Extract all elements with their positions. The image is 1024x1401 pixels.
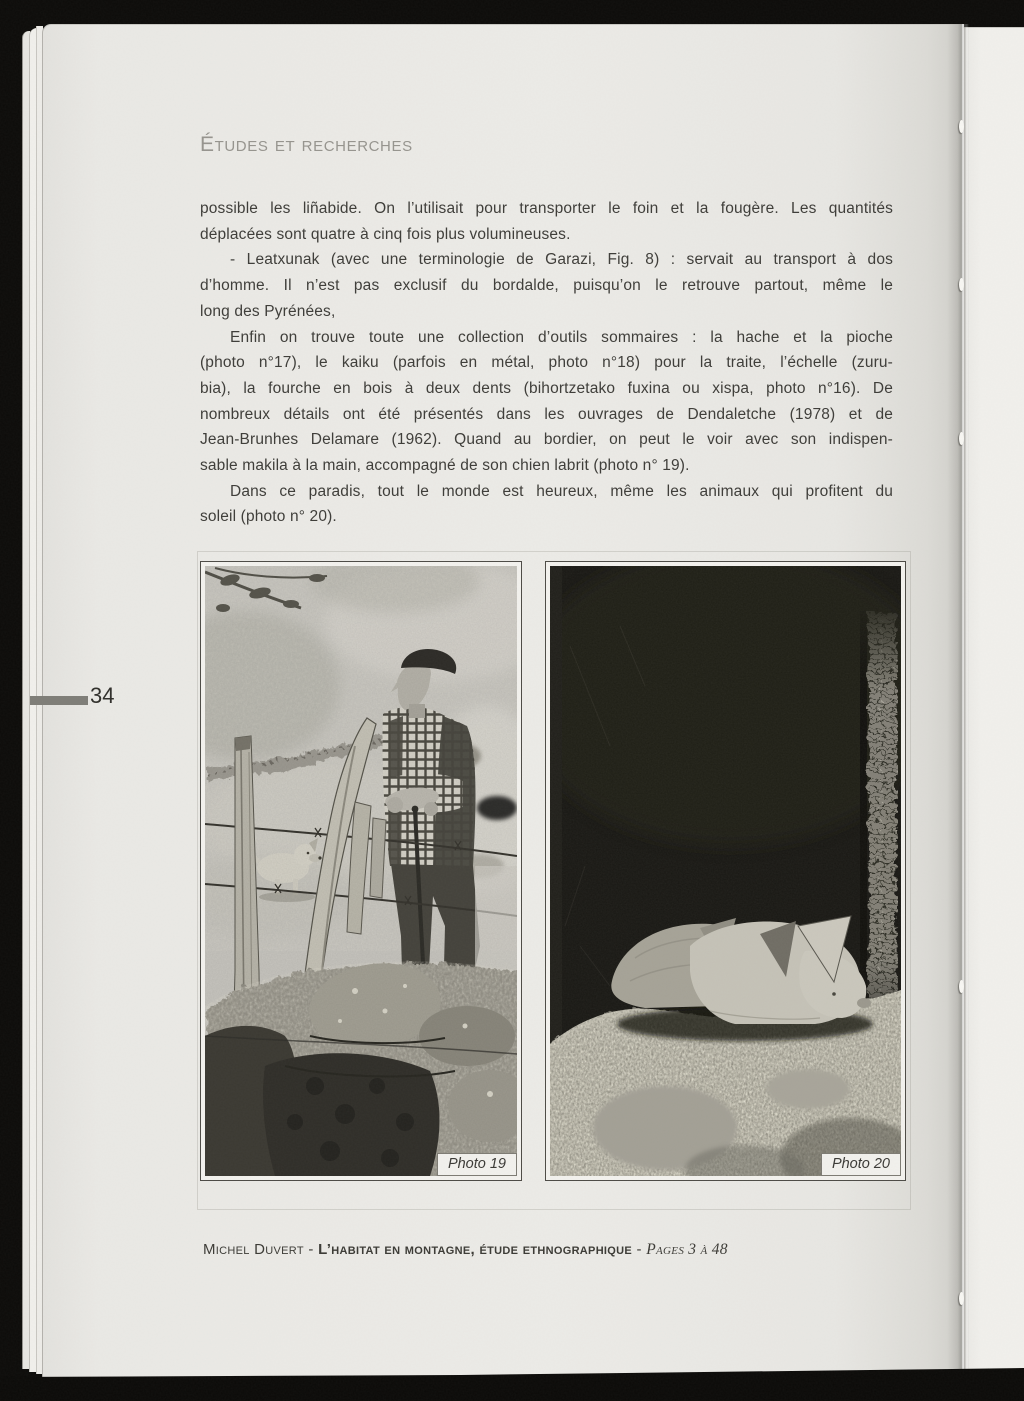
body-line: - Leatxunak (avec une terminologie de Garazi, Fig. 8) : servait au transport à dos <box>230 251 893 269</box>
photo-20 <box>545 561 906 1181</box>
body-line: long des Pyrénées, <box>200 302 336 320</box>
footer-separator: - <box>632 1241 647 1258</box>
footer-separator: - <box>303 1241 319 1258</box>
photo-19-caption: Photo 19 <box>437 1153 517 1176</box>
page-number: 34 <box>90 683 115 708</box>
running-header: Études et recherches <box>200 133 413 156</box>
binding-stitch <box>959 432 964 445</box>
body-line: Dans ce paradis, tout le monde est heureux, même les animaux qui profitent du <box>230 482 893 500</box>
binding-stitch <box>959 278 964 291</box>
body-text <box>200 196 893 530</box>
body-line: d’homme. Il n’est pas exclusif du bordalde, puisqu’on le retrouve partout, même le <box>200 277 893 295</box>
body-line: (photo n°17), le kaiku (parfois en métal, photo n°18) pour la traite, l’échelle (zuru- <box>200 354 893 372</box>
footer-author: Michel Duvert <box>203 1241 304 1258</box>
body-line: possible les liñabide. On l’utilisait pour transporter le foin et la fougère. Les quantités <box>200 200 893 217</box>
body-line: bia), la fourche en bois à deux dents (bihortzetako fuxina ou xispa, photo n°16). De <box>200 379 893 397</box>
body-line: sable makila à la main, accompagné de son chien labrit (photo n° 19). <box>200 457 690 475</box>
page-footer <box>203 1241 896 1259</box>
facing-page-edge <box>963 27 1024 1369</box>
binding-stitch <box>959 980 964 993</box>
photo-19-illustration <box>205 566 517 1176</box>
body-line: Enfin on trouve toute une collection d’outils sommaires : la hache et la pioche <box>230 328 893 346</box>
body-line: Jean-Brunhes Delamare (1962). Quand au bordier, on peut le voir avec son indispen- <box>200 431 893 449</box>
book-gutter <box>947 24 969 1372</box>
page-number-bar <box>30 696 88 705</box>
footer-title: L’habitat en montagne, étude ethnographique <box>318 1241 633 1258</box>
binding-stitch <box>959 1292 964 1305</box>
body-line: déplacées sont quatre à cinq fois plus volumineuses. <box>200 225 571 243</box>
body-line: soleil (photo n° 20). <box>200 508 337 526</box>
binding-stitch <box>959 120 964 133</box>
body-line: nombreux détails ont été présentés dans les ouvrages de Dendaletche (1978) et de <box>200 405 893 423</box>
photo-20-caption: Photo 20 <box>821 1153 901 1176</box>
photo-20-illustration <box>550 566 901 1176</box>
photo-19 <box>200 561 522 1181</box>
footer-pages: Pages 3 à 48 <box>646 1241 728 1258</box>
